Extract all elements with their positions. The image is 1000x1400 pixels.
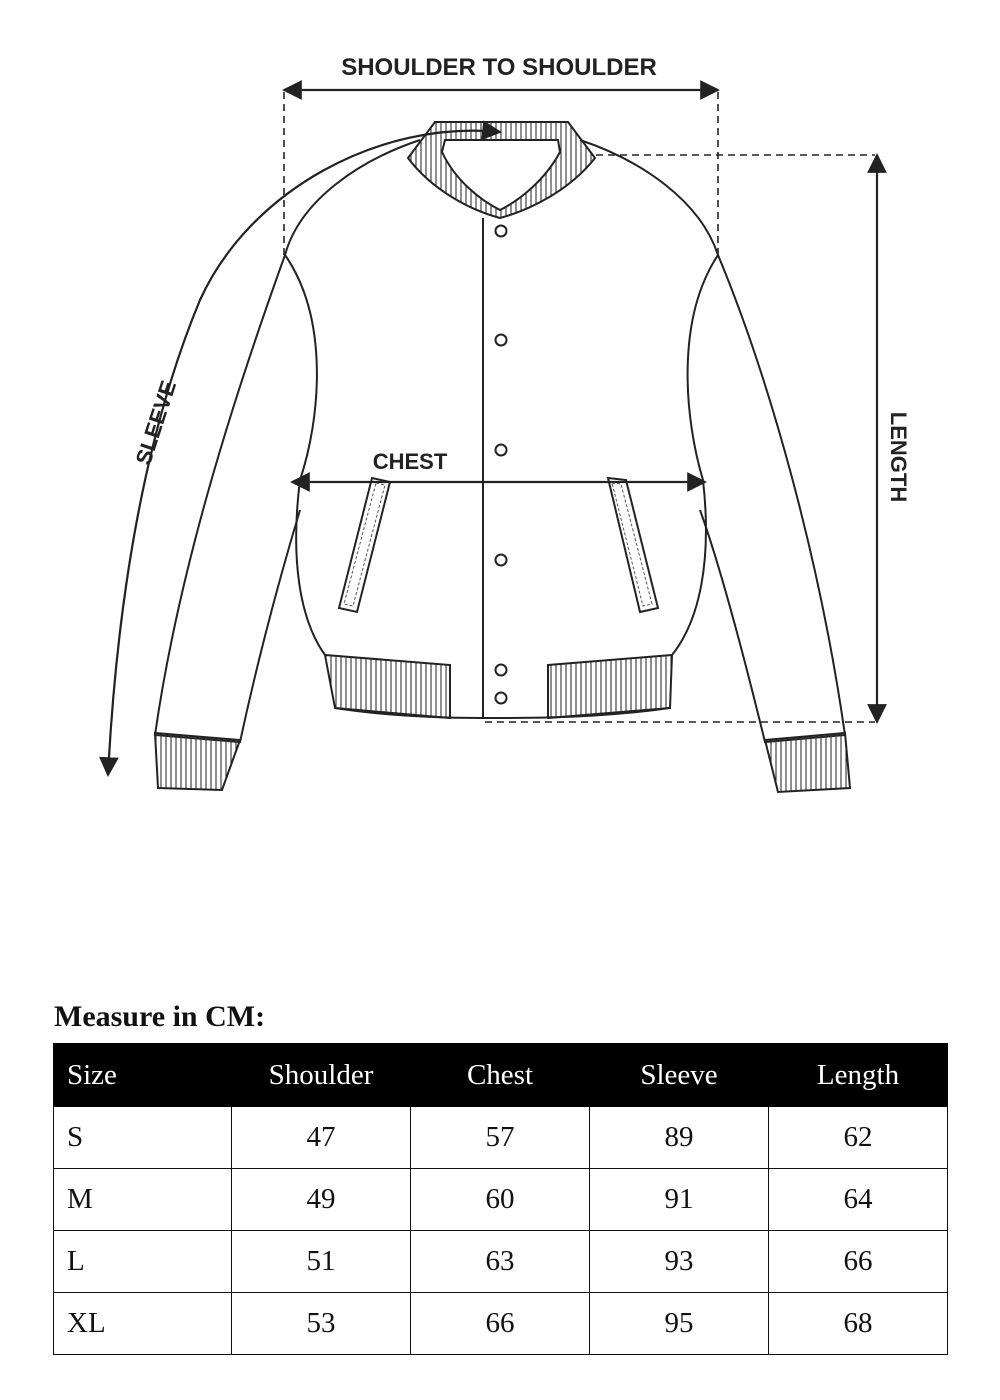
size-cell: S xyxy=(54,1107,232,1169)
body-right-side xyxy=(672,255,718,655)
shoulder-cell: 51 xyxy=(232,1231,411,1293)
shoulder-cell: 53 xyxy=(232,1293,411,1355)
length-cell: 68 xyxy=(769,1293,948,1355)
size-chart-table xyxy=(53,1043,948,1355)
table-row xyxy=(54,1169,948,1231)
left-waistband xyxy=(325,655,450,718)
length-cell: 66 xyxy=(769,1231,948,1293)
chest-cell: 60 xyxy=(411,1169,590,1231)
table-header-row xyxy=(54,1044,948,1107)
chest-cell: 66 xyxy=(411,1293,590,1355)
length-cell: 64 xyxy=(769,1169,948,1231)
right-sleeve xyxy=(580,140,845,742)
size-cell: L xyxy=(54,1231,232,1293)
size-cell: XL xyxy=(54,1293,232,1355)
ribbed-collar xyxy=(408,122,595,218)
left-pocket xyxy=(339,478,390,612)
chest-cell: 57 xyxy=(411,1107,590,1169)
shoulder-cell: 47 xyxy=(232,1107,411,1169)
chest-cell: 63 xyxy=(411,1231,590,1293)
measure-title: Measure in CM: xyxy=(54,1000,266,1033)
header-shoulder: Shoulder xyxy=(232,1044,411,1107)
sleeve-label: SLEEVE xyxy=(130,377,182,468)
shoulder-label: SHOULDER TO SHOULDER xyxy=(341,54,657,81)
header-chest: Chest xyxy=(411,1044,590,1107)
chest-label: CHEST xyxy=(372,449,448,474)
sleeve-cell: 91 xyxy=(590,1169,769,1231)
size-cell: M xyxy=(54,1169,232,1231)
sleeve-cell: 89 xyxy=(590,1107,769,1169)
left-sleeve xyxy=(155,140,420,742)
length-cell: 62 xyxy=(769,1107,948,1169)
left-cuff xyxy=(155,733,240,790)
measurement-guides xyxy=(284,92,875,722)
header-length: Length xyxy=(769,1044,948,1107)
jacket-buttons xyxy=(496,226,507,704)
body-left-side xyxy=(285,255,325,655)
sleeve-cell: 93 xyxy=(590,1231,769,1293)
right-pocket xyxy=(608,478,658,612)
sleeve-cell: 95 xyxy=(590,1293,769,1355)
right-cuff xyxy=(765,733,850,792)
right-waistband xyxy=(548,655,672,718)
shoulder-cell: 49 xyxy=(232,1169,411,1231)
table-row xyxy=(54,1107,948,1169)
header-sleeve: Sleeve xyxy=(590,1044,769,1107)
header-size: Size xyxy=(54,1044,232,1107)
pocket-stitching xyxy=(344,483,652,606)
table-row xyxy=(54,1293,948,1355)
length-label: LENGTH xyxy=(886,411,911,503)
table-row xyxy=(54,1231,948,1293)
